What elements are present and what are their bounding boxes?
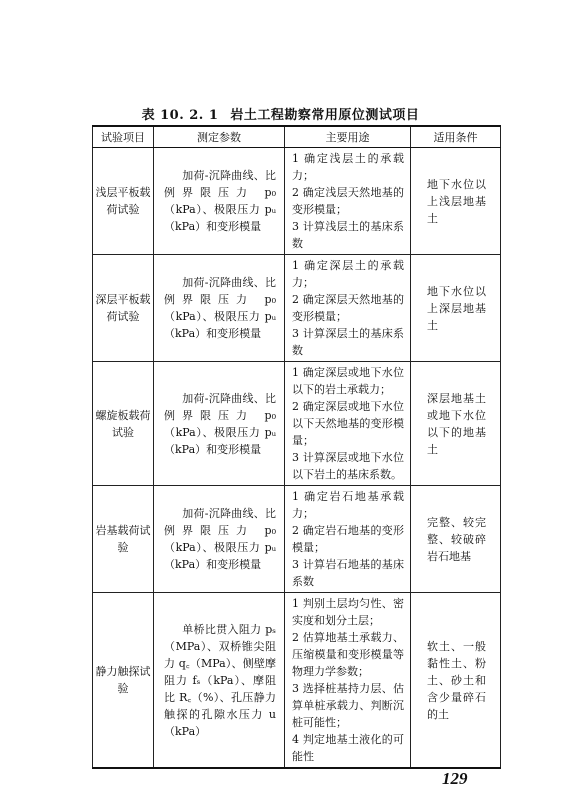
parameters-cell bbox=[154, 593, 285, 769]
test-item-cell: 浅层平板载荷试验 bbox=[93, 148, 154, 255]
parameters-cell bbox=[154, 255, 285, 362]
main-uses-cell bbox=[285, 255, 411, 362]
use-line: 3 计算深层或地下水位以下岩土的基床系数。 bbox=[292, 451, 404, 481]
use-line: 3 计算深层土的基床系数 bbox=[292, 327, 404, 357]
use-line: 2 确定岩石地基的变形模量； bbox=[292, 524, 404, 554]
test-item-cell: 岩基载荷试验 bbox=[93, 486, 154, 593]
header-conditions: 适用条件 bbox=[411, 126, 501, 148]
conditions-cell: 地下水位以上浅层地基土 bbox=[411, 148, 501, 255]
use-line: 1 确定岩石地基承载力； bbox=[292, 490, 404, 520]
use-line: 1 确定浅层土的承载力； bbox=[292, 152, 404, 182]
conditions-cell: 软土、一般黏性土、粉土、砂土和含少量碎石的土 bbox=[411, 593, 501, 769]
header-test-item: 试验项目 bbox=[93, 126, 154, 148]
table-row bbox=[93, 148, 501, 255]
use-line: 3 计算浅层土的基床系数 bbox=[292, 220, 404, 250]
parameters-text: 加荷-沉降曲线、比例界限压力 p₀（kPa）、极限压力 pᵤ（kPa）和变形模量 bbox=[164, 507, 276, 571]
table-number: 表 10. 2. 1 bbox=[141, 108, 219, 123]
table-row bbox=[93, 593, 501, 769]
main-uses-cell bbox=[285, 486, 411, 593]
use-line: 2 确定深层天然地基的变形模量； bbox=[292, 293, 404, 323]
parameters-text: 加荷-沉降曲线、比例界限压力 p₀（kPa）、极限压力 pᵤ（kPa）和变形模量 bbox=[164, 276, 276, 340]
parameters-cell bbox=[154, 486, 285, 593]
use-line: 3 选择桩基持力层、估算单桩承载力、判断沉桩可能性； bbox=[292, 682, 404, 729]
table-row bbox=[93, 362, 501, 486]
header-parameters: 测定参数 bbox=[154, 126, 285, 148]
use-line: 2 确定深层或地下水位以下天然地基的变形模量； bbox=[292, 400, 404, 447]
use-line: 1 确定深层土的承载力； bbox=[292, 259, 404, 289]
parameters-cell bbox=[154, 148, 285, 255]
table-header-row bbox=[93, 126, 501, 148]
parameters-text: 加荷-沉降曲线、比例界限压力 p₀（kPa）、极限压力 pᵤ（kPa）和变形模量 bbox=[164, 169, 276, 233]
use-line: 1 确定深层或地下水位以下的岩土承载力； bbox=[292, 366, 404, 396]
main-uses-cell bbox=[285, 148, 411, 255]
use-line: 3 计算岩石地基的基床系数 bbox=[292, 558, 404, 588]
conditions-cell: 地下水位以上深层地基土 bbox=[411, 255, 501, 362]
use-line: 2 估算地基土承载力、压缩模量和变形模量等物理力学参数； bbox=[292, 631, 404, 678]
header-main-uses: 主要用途 bbox=[285, 126, 411, 148]
table-row bbox=[93, 486, 501, 593]
use-line: 1 判别土层均匀性、密实度和划分土层； bbox=[292, 597, 404, 627]
in-situ-test-table bbox=[92, 125, 501, 769]
parameters-text: 单桥比贯入阻力 pₛ（MPa）、双桥锥尖阻力 q꜀（MPa）、侧壁摩阻力 fₛ（kPa）、摩阻比 R꜀（%）、孔压静力触探的孔隙水压力 u（kPa） bbox=[164, 622, 276, 738]
main-uses-cell bbox=[285, 362, 411, 486]
table-caption bbox=[0, 104, 561, 123]
parameters-text: 加荷-沉降曲线、比例界限压力 p₀（kPa）、极限压力 pᵤ（kPa）和变形模量 bbox=[164, 391, 276, 456]
test-item-cell: 螺旋板载荷试验 bbox=[93, 362, 154, 486]
table-row bbox=[93, 255, 501, 362]
conditions-cell: 完整、较完整、较破碎岩石地基 bbox=[411, 486, 501, 593]
test-item-cell: 深层平板载荷试验 bbox=[93, 255, 154, 362]
page-number: 129 bbox=[442, 769, 468, 788]
main-uses-cell bbox=[285, 593, 411, 769]
use-line: 2 确定浅层天然地基的变形模量； bbox=[292, 186, 404, 216]
test-item-cell: 静力触探试验 bbox=[93, 593, 154, 769]
table-title: 岩土工程勘察常用原位测试项目 bbox=[230, 108, 420, 123]
conditions-cell: 深层地基土或地下水位以下的地基土 bbox=[411, 362, 501, 486]
parameters-cell bbox=[154, 362, 285, 486]
use-line: 4 判定地基土液化的可能性 bbox=[292, 733, 404, 763]
